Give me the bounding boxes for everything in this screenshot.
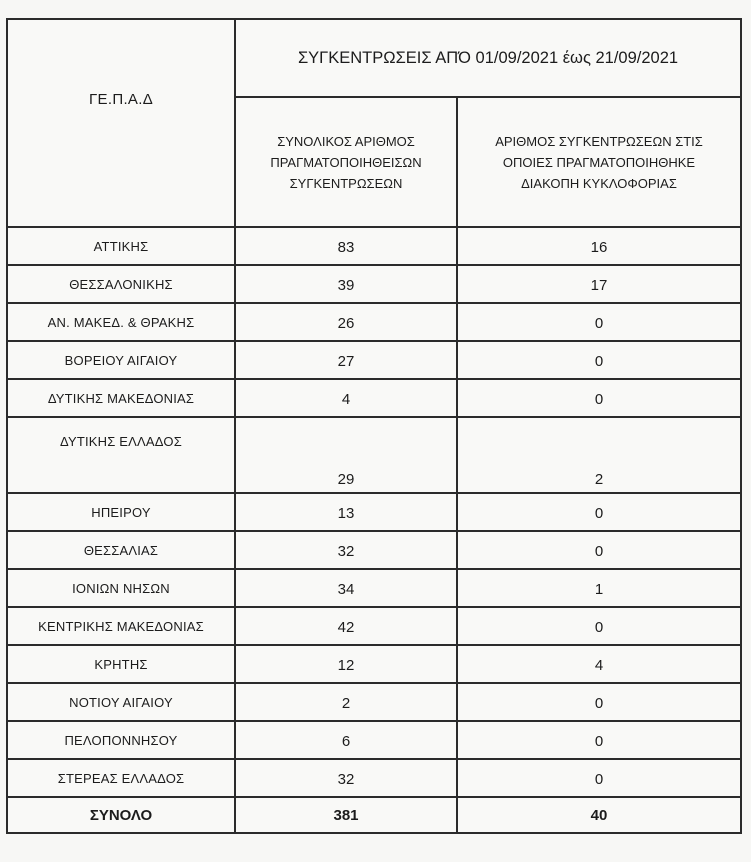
- totals-label: ΣΥΝΟΛΟ: [7, 797, 235, 833]
- totals-row: [7, 797, 741, 833]
- table-row: [7, 531, 741, 569]
- totals-total-cell: 381: [235, 797, 457, 833]
- total-cell: 4: [235, 379, 457, 417]
- table-row: [7, 341, 741, 379]
- table-row: [7, 569, 741, 607]
- table-row: [7, 683, 741, 721]
- region-cell: ΑΤΤΙΚΗΣ: [7, 227, 235, 265]
- stoppage-cell: 4: [457, 645, 741, 683]
- stoppage-cell: 0: [457, 379, 741, 417]
- total-cell: 13: [235, 493, 457, 531]
- table-row: [7, 759, 741, 797]
- table-row: [7, 607, 741, 645]
- stoppage-cell: 0: [457, 759, 741, 797]
- header-row-top: [7, 19, 741, 97]
- total-cell: 39: [235, 265, 457, 303]
- table-row: [7, 493, 741, 531]
- total-cell: 42: [235, 607, 457, 645]
- total-gatherings-header-text: ΣΥΝΟΛΙΚΟΣ ΑΡΙΘΜΟΣ ΠΡΑΓΜΑΤΟΠΟΙΗΘΕΙΣΩΝ ΣΥΓΚΕΝΤΡΩΣΕΩΝ: [270, 133, 422, 191]
- total-cell: 12: [235, 645, 457, 683]
- table-row: [7, 227, 741, 265]
- traffic-stoppage-header-text: ΑΡΙΘΜΟΣ ΣΥΓΚΕΝΤΡΩΣΕΩΝ ΣΤΙΣ ΟΠΟΙΕΣ ΠΡΑΓΜΑΤΟΠΟΙΗΘΗΚΕ ΔΙΑΚΟΠΗ ΚΥΚΛΟΦΟΡΙΑΣ: [495, 133, 703, 191]
- stoppage-cell: 0: [457, 721, 741, 759]
- region-cell: ΚΕΝΤΡΙΚΗΣ ΜΑΚΕΔΟΝΙΑΣ: [7, 607, 235, 645]
- total-cell: 26: [235, 303, 457, 341]
- gatherings-table: [6, 18, 742, 834]
- stoppage-cell: 17: [457, 265, 741, 303]
- region-cell: ΚΡΗΤΗΣ: [7, 645, 235, 683]
- stoppage-cell: 16: [457, 227, 741, 265]
- total-cell: 2: [235, 683, 457, 721]
- region-cell: ΝΟΤΙΟΥ ΑΙΓΑΙΟΥ: [7, 683, 235, 721]
- region-cell: ΔΥΤΙΚΗΣ ΜΑΚΕΔΟΝΙΑΣ: [7, 379, 235, 417]
- table-row: [7, 303, 741, 341]
- total-cell: 83: [235, 227, 457, 265]
- table-row: [7, 417, 741, 493]
- region-cell: ΒΟΡΕΙΟΥ ΑΙΓΑΙΟΥ: [7, 341, 235, 379]
- region-cell: ΙΟΝΙΩΝ ΝΗΣΩΝ: [7, 569, 235, 607]
- stoppage-cell: 2: [457, 417, 741, 493]
- region-cell: ΗΠΕΙΡΟΥ: [7, 493, 235, 531]
- stoppage-cell: 0: [457, 303, 741, 341]
- total-cell: 27: [235, 341, 457, 379]
- total-cell: 34: [235, 569, 457, 607]
- region-cell: ΣΤΕΡΕΑΣ ΕΛΛΑΔΟΣ: [7, 759, 235, 797]
- region-cell: ΘΕΣΣΑΛΟΝΙΚΗΣ: [7, 265, 235, 303]
- region-cell: ΘΕΣΣΑΛΙΑΣ: [7, 531, 235, 569]
- total-cell: 32: [235, 531, 457, 569]
- total-cell: 29: [235, 417, 457, 493]
- region-column-header: ΓΕ.Π.Α.Δ: [7, 19, 235, 227]
- stoppage-cell: 0: [457, 607, 741, 645]
- table-row: [7, 721, 741, 759]
- region-cell: ΠΕΛΟΠΟΝΝΗΣΟΥ: [7, 721, 235, 759]
- table-row: [7, 379, 741, 417]
- stoppage-cell: 0: [457, 531, 741, 569]
- total-cell: 32: [235, 759, 457, 797]
- total-gatherings-header: [235, 97, 457, 227]
- region-cell: ΑΝ. ΜΑΚΕΔ. & ΘΡΑΚΗΣ: [7, 303, 235, 341]
- stoppage-cell: 0: [457, 341, 741, 379]
- table-row: [7, 645, 741, 683]
- table-row: [7, 265, 741, 303]
- total-cell: 6: [235, 721, 457, 759]
- stoppage-cell: 1: [457, 569, 741, 607]
- stoppage-cell: 0: [457, 493, 741, 531]
- totals-stoppage-cell: 40: [457, 797, 741, 833]
- region-cell: ΔΥΤΙΚΗΣ ΕΛΛΑΔΟΣ: [7, 417, 235, 493]
- traffic-stoppage-header: [457, 97, 741, 227]
- stoppage-cell: 0: [457, 683, 741, 721]
- period-title-header: ΣΥΓΚΕΝΤΡΩΣΕΙΣ ΑΠΌ 01/09/2021 έως 21/09/2021: [235, 19, 741, 97]
